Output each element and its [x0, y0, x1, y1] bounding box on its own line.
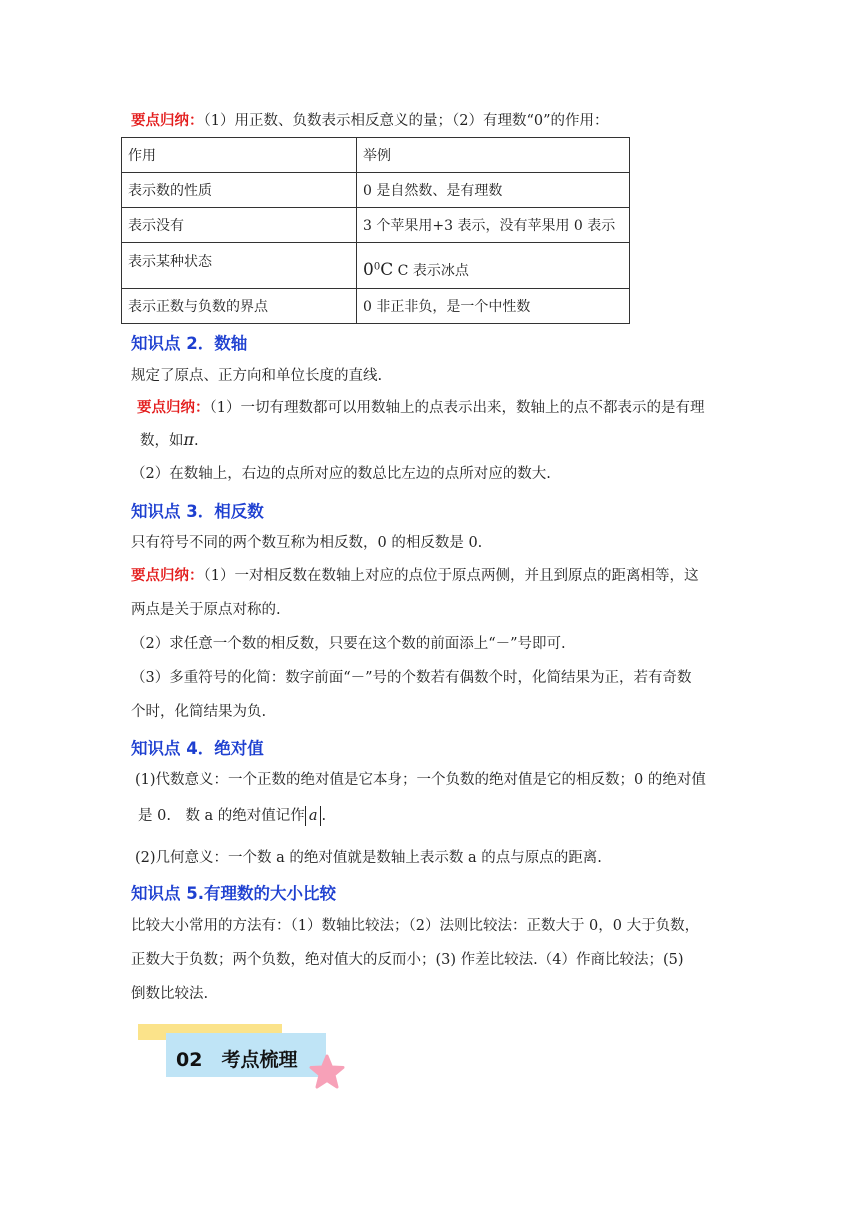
intro-text: （1）用正数、负数表示相反意义的量；（2）有理数“0”的作用：: [203, 113, 609, 129]
temp-degree: 0: [373, 260, 381, 272]
k3-p1b: 两点是关于原点对称的.: [131, 602, 281, 618]
k3-heading: 知识点 3．相反数: [131, 502, 264, 521]
table-cell: 表示正数与负数的界点: [122, 289, 357, 324]
k2-heading: 知识点 2．数轴: [131, 334, 248, 353]
table-row: [122, 173, 630, 208]
intro-label: 要点归纳：: [131, 113, 204, 129]
table-cell: 0 是自然数、是有理数: [357, 173, 630, 208]
k3-p2: （2）求任意一个数的相反数，只要在这个数的前面添上“－”号即可.: [131, 636, 566, 652]
k3-p3b: 个时，化简结果为负.: [131, 704, 267, 720]
table-row: [122, 243, 630, 289]
k5-heading: 知识点 5.有理数的大小比较: [131, 884, 336, 903]
k3-label: 要点归纳：: [131, 568, 204, 584]
k3-p1: 要点归纳：（1）一对相反数在数轴上对应的点位于原点两侧，并且到原点的距离相等，这: [131, 568, 699, 584]
table-row: [122, 289, 630, 324]
k5-p2: 正数大于负数；两个负数，绝对值大的反而小；(3) 作差比较法.（4）作商比较法；(5): [131, 952, 684, 968]
k5-p1: 比较大小常用的方法有：（1）数轴比较法；（2）法则比较法：正数大于 0，0 大于负数，: [131, 918, 700, 934]
table-header-cell: 举例: [357, 138, 630, 173]
k2-p2: （2）在数轴上，右边的点所对应的数总比左边的点所对应的数大.: [131, 466, 551, 482]
k3-def: 只有符号不同的两个数互称为相反数，0 的相反数是 0.: [131, 535, 483, 551]
table-cell: 表示某种状态: [122, 243, 357, 289]
k4-p1: (1)代数意义：一个正数的绝对值是它本身；一个负数的绝对值是它的相反数；0 的绝对值: [135, 772, 706, 788]
temp-text: C 表示冰点: [397, 262, 469, 279]
k4-p2: (2)几何意义：一个数 a 的绝对值就是数轴上表示数 a 的点与原点的距离.: [135, 850, 602, 866]
k2-def: 规定了原点、正方向和单位长度的直线.: [131, 368, 383, 384]
table-cell: 表示没有: [122, 208, 357, 243]
table-header-cell: 作用: [122, 138, 357, 173]
table-cell: $0^0C$ C 表示冰点: [357, 243, 630, 289]
zero-role-table: [121, 137, 630, 324]
table-cell: 3 个苹果用+3 表示，没有苹果用 0 表示: [357, 208, 630, 243]
pi-symbol: π: [183, 430, 195, 449]
table-row: [122, 208, 630, 243]
k4-p1b: 是 0. 数 a 的绝对值记作 a .: [138, 808, 327, 824]
k4-heading: 知识点 4．绝对值: [131, 739, 264, 758]
k2-p1b: 数，如π.: [140, 430, 199, 449]
star-icon: [308, 1054, 346, 1090]
table-cell: 0 非正非负，是一个中性数: [357, 289, 630, 324]
table-cell: 表示数的性质: [122, 173, 357, 208]
section-title: 02 考点梳理: [176, 1049, 298, 1071]
k2-label: 要点归纳：: [137, 400, 210, 416]
abs-value: a: [305, 806, 322, 826]
k3-p3: （3）多重符号的化简：数字前面“－”号的个数若有偶数个时，化简结果为正，若有奇数: [131, 670, 692, 686]
temp-zero: 0: [363, 259, 374, 280]
intro-line: [131, 111, 731, 131]
k2-p1: 要点归纳：（1）一切有理数都可以用数轴上的点表示出来，数轴上的点不都表示的是有理: [137, 400, 705, 416]
k5-p3: 倒数比较法.: [131, 986, 209, 1002]
table-header-row: [122, 138, 630, 173]
